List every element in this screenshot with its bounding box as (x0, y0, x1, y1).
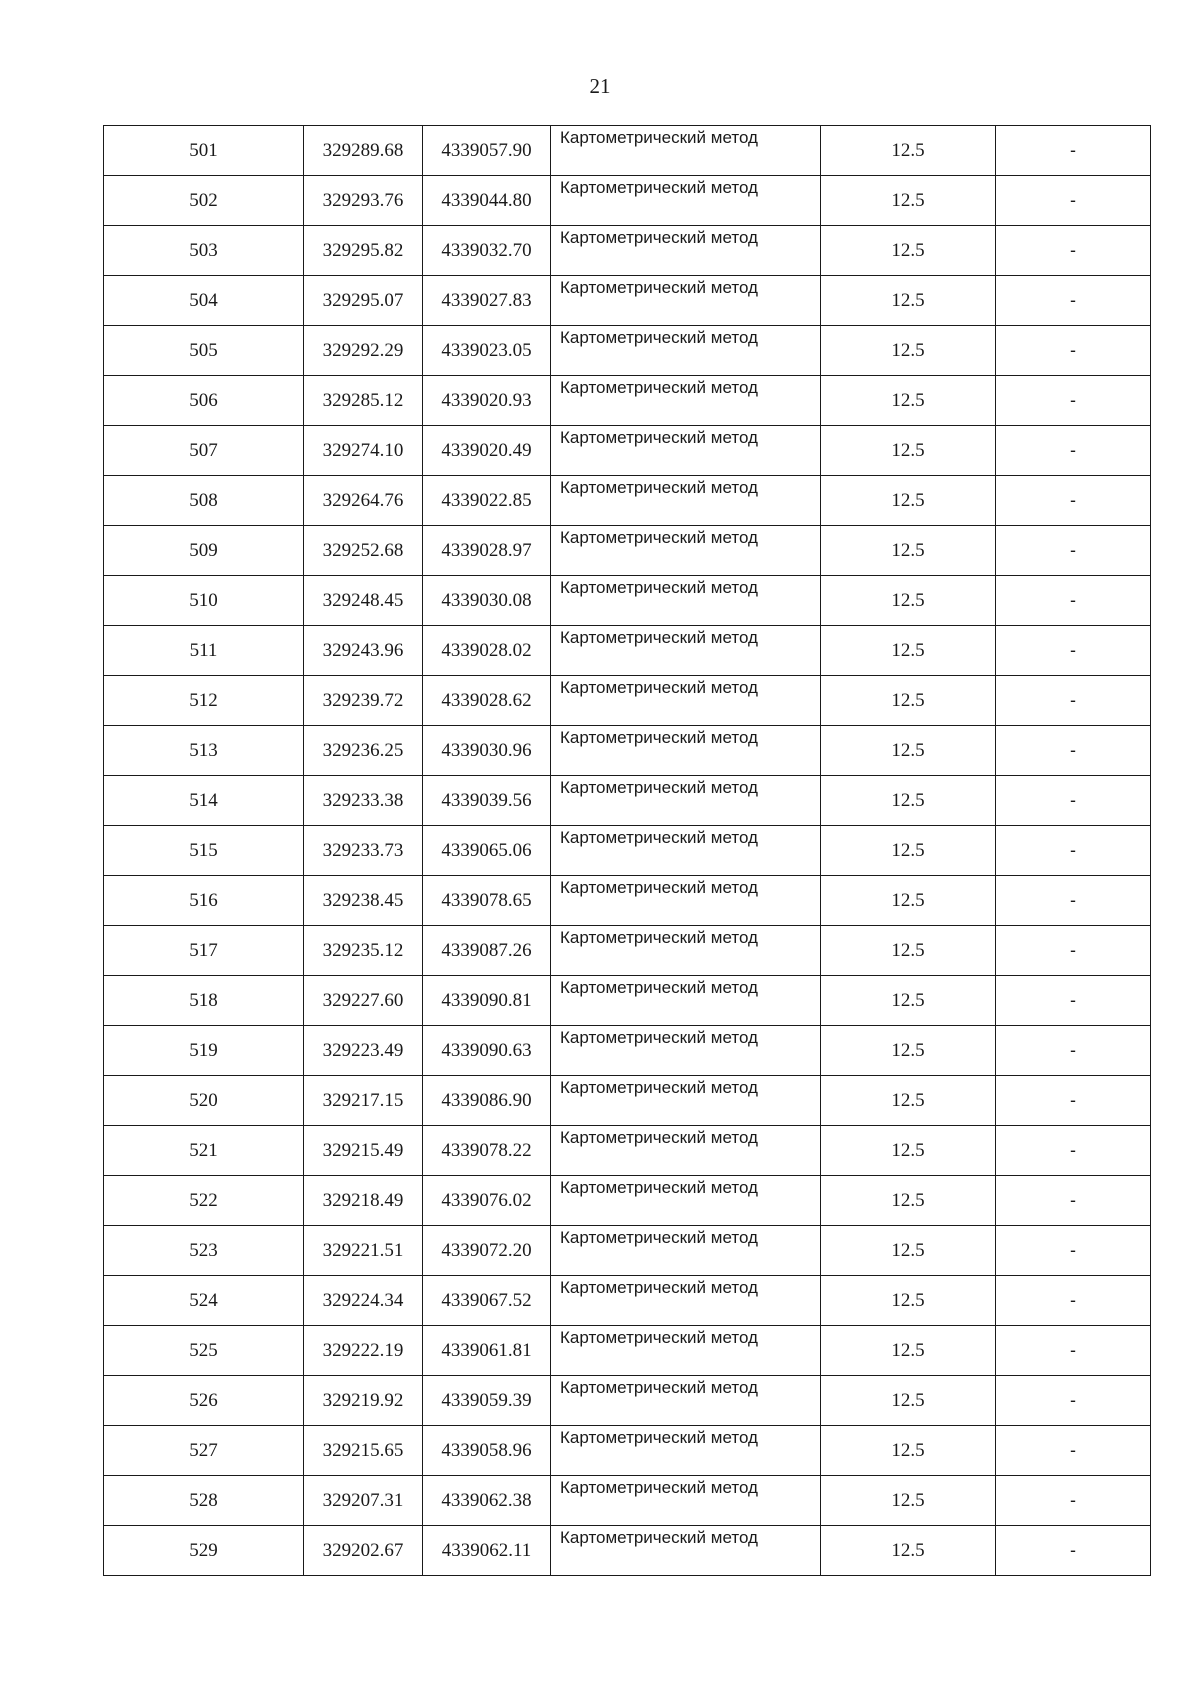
point-number-cell: 518 (104, 976, 304, 1026)
y-coordinate-cell: 4339030.96 (423, 726, 551, 776)
table-row (104, 726, 1151, 776)
x-coordinate-cell: 329233.73 (304, 826, 423, 876)
y-coordinate-cell: 4339076.02 (423, 1176, 551, 1226)
point-number-cell: 526 (104, 1376, 304, 1426)
x-coordinate-cell: 329217.15 (304, 1076, 423, 1126)
y-coordinate-cell: 4339028.62 (423, 676, 551, 726)
note-cell: - (996, 476, 1151, 526)
method-cell: Картометрический метод (551, 576, 821, 626)
point-number-cell: 527 (104, 1426, 304, 1476)
y-coordinate-cell: 4339022.85 (423, 476, 551, 526)
x-coordinate-cell: 329274.10 (304, 426, 423, 476)
y-coordinate-cell: 4339090.63 (423, 1026, 551, 1076)
note-cell: - (996, 776, 1151, 826)
x-coordinate-cell: 329215.49 (304, 1126, 423, 1176)
table-row (104, 426, 1151, 476)
x-coordinate-cell: 329292.29 (304, 326, 423, 376)
point-number-cell: 501 (104, 126, 304, 176)
accuracy-cell: 12.5 (821, 876, 996, 926)
point-number-cell: 525 (104, 1326, 304, 1376)
y-coordinate-cell: 4339061.81 (423, 1326, 551, 1376)
x-coordinate-cell: 329285.12 (304, 376, 423, 426)
method-cell: Картометрический метод (551, 726, 821, 776)
point-number-cell: 504 (104, 276, 304, 326)
note-cell: - (996, 926, 1151, 976)
x-coordinate-cell: 329222.19 (304, 1326, 423, 1376)
method-cell: Картометрический метод (551, 776, 821, 826)
table-row (104, 1226, 1151, 1276)
table-body (104, 126, 1151, 1576)
method-cell: Картометрический метод (551, 926, 821, 976)
table-row (104, 1376, 1151, 1426)
note-cell: - (996, 276, 1151, 326)
method-cell: Картометрический метод (551, 676, 821, 726)
point-number-cell: 529 (104, 1526, 304, 1576)
note-cell: - (996, 726, 1151, 776)
table-row (104, 1426, 1151, 1476)
table-row (104, 1526, 1151, 1576)
y-coordinate-cell: 4339062.38 (423, 1476, 551, 1526)
y-coordinate-cell: 4339078.22 (423, 1126, 551, 1176)
method-cell: Картометрический метод (551, 626, 821, 676)
accuracy-cell: 12.5 (821, 1426, 996, 1476)
method-cell: Картометрический метод (551, 1226, 821, 1276)
table-row (104, 126, 1151, 176)
table-row (104, 376, 1151, 426)
note-cell: - (996, 1476, 1151, 1526)
x-coordinate-cell: 329227.60 (304, 976, 423, 1026)
note-cell: - (996, 1326, 1151, 1376)
note-cell: - (996, 526, 1151, 576)
y-coordinate-cell: 4339058.96 (423, 1426, 551, 1476)
accuracy-cell: 12.5 (821, 776, 996, 826)
x-coordinate-cell: 329252.68 (304, 526, 423, 576)
x-coordinate-cell: 329215.65 (304, 1426, 423, 1476)
x-coordinate-cell: 329295.82 (304, 226, 423, 276)
point-number-cell: 508 (104, 476, 304, 526)
note-cell: - (996, 376, 1151, 426)
table-row (104, 1476, 1151, 1526)
y-coordinate-cell: 4339062.11 (423, 1526, 551, 1576)
accuracy-cell: 12.5 (821, 1076, 996, 1126)
x-coordinate-cell: 329248.45 (304, 576, 423, 626)
y-coordinate-cell: 4339028.02 (423, 626, 551, 676)
method-cell: Картометрический метод (551, 126, 821, 176)
x-coordinate-cell: 329295.07 (304, 276, 423, 326)
point-number-cell: 510 (104, 576, 304, 626)
coordinates-table (103, 125, 1151, 1576)
accuracy-cell: 12.5 (821, 1026, 996, 1076)
table-row (104, 876, 1151, 926)
accuracy-cell: 12.5 (821, 376, 996, 426)
y-coordinate-cell: 4339059.39 (423, 1376, 551, 1426)
accuracy-cell: 12.5 (821, 826, 996, 876)
accuracy-cell: 12.5 (821, 426, 996, 476)
accuracy-cell: 12.5 (821, 526, 996, 576)
x-coordinate-cell: 329236.25 (304, 726, 423, 776)
page-number: 21 (589, 74, 611, 98)
note-cell: - (996, 1526, 1151, 1576)
method-cell: Картометрический метод (551, 526, 821, 576)
accuracy-cell: 12.5 (821, 1476, 996, 1526)
point-number-cell: 516 (104, 876, 304, 926)
method-cell: Картометрический метод (551, 376, 821, 426)
y-coordinate-cell: 4339028.97 (423, 526, 551, 576)
accuracy-cell: 12.5 (821, 676, 996, 726)
method-cell: Картометрический метод (551, 226, 821, 276)
y-coordinate-cell: 4339072.20 (423, 1226, 551, 1276)
accuracy-cell: 12.5 (821, 1276, 996, 1326)
accuracy-cell: 12.5 (821, 226, 996, 276)
accuracy-cell: 12.5 (821, 926, 996, 976)
accuracy-cell: 12.5 (821, 1526, 996, 1576)
table-row (104, 1326, 1151, 1376)
x-coordinate-cell: 329239.72 (304, 676, 423, 726)
y-coordinate-cell: 4339020.49 (423, 426, 551, 476)
x-coordinate-cell: 329233.38 (304, 776, 423, 826)
y-coordinate-cell: 4339065.06 (423, 826, 551, 876)
y-coordinate-cell: 4339078.65 (423, 876, 551, 926)
note-cell: - (996, 1176, 1151, 1226)
point-number-cell: 505 (104, 326, 304, 376)
table-row (104, 176, 1151, 226)
note-cell: - (996, 826, 1151, 876)
point-number-cell: 517 (104, 926, 304, 976)
table-row (104, 626, 1151, 676)
table-row (104, 1276, 1151, 1326)
point-number-cell: 520 (104, 1076, 304, 1126)
table-row (104, 776, 1151, 826)
accuracy-cell: 12.5 (821, 326, 996, 376)
point-number-cell: 523 (104, 1226, 304, 1276)
table-row (104, 1076, 1151, 1126)
accuracy-cell: 12.5 (821, 1126, 996, 1176)
x-coordinate-cell: 329224.34 (304, 1276, 423, 1326)
point-number-cell: 528 (104, 1476, 304, 1526)
x-coordinate-cell: 329221.51 (304, 1226, 423, 1276)
table-row (104, 1176, 1151, 1226)
note-cell: - (996, 1226, 1151, 1276)
accuracy-cell: 12.5 (821, 1226, 996, 1276)
point-number-cell: 519 (104, 1026, 304, 1076)
note-cell: - (996, 1426, 1151, 1476)
y-coordinate-cell: 4339030.08 (423, 576, 551, 626)
point-number-cell: 512 (104, 676, 304, 726)
note-cell: - (996, 1076, 1151, 1126)
note-cell: - (996, 1126, 1151, 1176)
point-number-cell: 503 (104, 226, 304, 276)
y-coordinate-cell: 4339087.26 (423, 926, 551, 976)
note-cell: - (996, 1276, 1151, 1326)
point-number-cell: 524 (104, 1276, 304, 1326)
point-number-cell: 502 (104, 176, 304, 226)
point-number-cell: 507 (104, 426, 304, 476)
table-row (104, 826, 1151, 876)
accuracy-cell: 12.5 (821, 126, 996, 176)
method-cell: Картометрический метод (551, 876, 821, 926)
method-cell: Картометрический метод (551, 1026, 821, 1076)
note-cell: - (996, 876, 1151, 926)
table-row (104, 1126, 1151, 1176)
y-coordinate-cell: 4339086.90 (423, 1076, 551, 1126)
method-cell: Картометрический метод (551, 426, 821, 476)
method-cell: Картометрический метод (551, 1176, 821, 1226)
point-number-cell: 521 (104, 1126, 304, 1176)
accuracy-cell: 12.5 (821, 626, 996, 676)
method-cell: Картометрический метод (551, 1476, 821, 1526)
method-cell: Картометрический метод (551, 1276, 821, 1326)
point-number-cell: 514 (104, 776, 304, 826)
table-row (104, 926, 1151, 976)
method-cell: Картометрический метод (551, 276, 821, 326)
note-cell: - (996, 176, 1151, 226)
note-cell: - (996, 1026, 1151, 1076)
note-cell: - (996, 626, 1151, 676)
note-cell: - (996, 226, 1151, 276)
x-coordinate-cell: 329202.67 (304, 1526, 423, 1576)
point-number-cell: 513 (104, 726, 304, 776)
x-coordinate-cell: 329223.49 (304, 1026, 423, 1076)
x-coordinate-cell: 329289.68 (304, 126, 423, 176)
method-cell: Картометрический метод (551, 1126, 821, 1176)
x-coordinate-cell: 329293.76 (304, 176, 423, 226)
note-cell: - (996, 426, 1151, 476)
table-row (104, 676, 1151, 726)
method-cell: Картометрический метод (551, 1076, 821, 1126)
method-cell: Картометрический метод (551, 976, 821, 1026)
table-row (104, 326, 1151, 376)
y-coordinate-cell: 4339039.56 (423, 776, 551, 826)
accuracy-cell: 12.5 (821, 576, 996, 626)
method-cell: Картометрический метод (551, 1426, 821, 1476)
table-row (104, 1026, 1151, 1076)
method-cell: Картометрический метод (551, 176, 821, 226)
table-row (104, 276, 1151, 326)
y-coordinate-cell: 4339027.83 (423, 276, 551, 326)
x-coordinate-cell: 329243.96 (304, 626, 423, 676)
point-number-cell: 509 (104, 526, 304, 576)
accuracy-cell: 12.5 (821, 176, 996, 226)
y-coordinate-cell: 4339032.70 (423, 226, 551, 276)
table-row (104, 476, 1151, 526)
y-coordinate-cell: 4339044.80 (423, 176, 551, 226)
note-cell: - (996, 126, 1151, 176)
accuracy-cell: 12.5 (821, 1176, 996, 1226)
y-coordinate-cell: 4339023.05 (423, 326, 551, 376)
table-row (104, 226, 1151, 276)
y-coordinate-cell: 4339057.90 (423, 126, 551, 176)
x-coordinate-cell: 329238.45 (304, 876, 423, 926)
method-cell: Картометрический метод (551, 1326, 821, 1376)
x-coordinate-cell: 329207.31 (304, 1476, 423, 1526)
accuracy-cell: 12.5 (821, 1326, 996, 1376)
accuracy-cell: 12.5 (821, 976, 996, 1026)
note-cell: - (996, 576, 1151, 626)
x-coordinate-cell: 329264.76 (304, 476, 423, 526)
x-coordinate-cell: 329218.49 (304, 1176, 423, 1226)
method-cell: Картометрический метод (551, 1376, 821, 1426)
x-coordinate-cell: 329219.92 (304, 1376, 423, 1426)
method-cell: Картометрический метод (551, 476, 821, 526)
note-cell: - (996, 1376, 1151, 1426)
point-number-cell: 511 (104, 626, 304, 676)
method-cell: Картометрический метод (551, 326, 821, 376)
x-coordinate-cell: 329235.12 (304, 926, 423, 976)
y-coordinate-cell: 4339067.52 (423, 1276, 551, 1326)
y-coordinate-cell: 4339020.93 (423, 376, 551, 426)
note-cell: - (996, 326, 1151, 376)
method-cell: Картометрический метод (551, 826, 821, 876)
note-cell: - (996, 976, 1151, 1026)
note-cell: - (996, 676, 1151, 726)
table-row (104, 576, 1151, 626)
accuracy-cell: 12.5 (821, 726, 996, 776)
accuracy-cell: 12.5 (821, 276, 996, 326)
method-cell: Картометрический метод (551, 1526, 821, 1576)
point-number-cell: 515 (104, 826, 304, 876)
accuracy-cell: 12.5 (821, 1376, 996, 1426)
accuracy-cell: 12.5 (821, 476, 996, 526)
point-number-cell: 506 (104, 376, 304, 426)
point-number-cell: 522 (104, 1176, 304, 1226)
table-row (104, 976, 1151, 1026)
y-coordinate-cell: 4339090.81 (423, 976, 551, 1026)
table-row (104, 526, 1151, 576)
